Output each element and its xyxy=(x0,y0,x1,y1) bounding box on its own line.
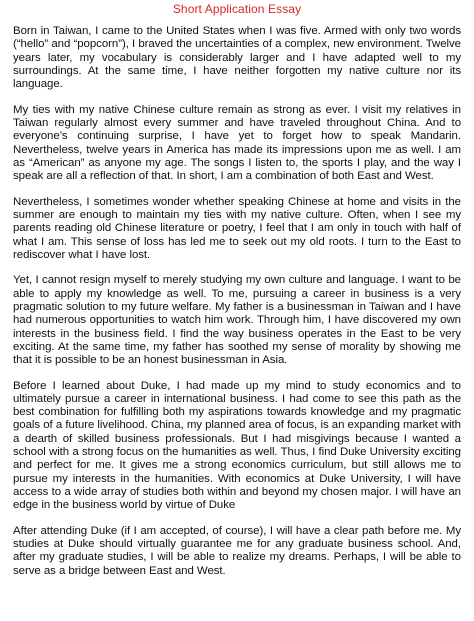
essay-paragraph-3: Nevertheless, I sometimes wonder whether speaking Chinese at home and visits in the summer are enough to maintain my ties with my native culture. Often, when I see my parents reading old Chinese literature or poetry, I feel that I am only in touch with half of what I am. This sense of loss has led me to seek out my old roots. I turn to the East to rediscover what I have lost. xyxy=(13,195,461,261)
page-title: Short Application Essay xyxy=(172,2,302,16)
essay-paragraph-5: Before I learned about Duke, I had made up my mind to study economics and to ultimately pursue a career in international business. I had come to see this path as the best combination for fulfilling both my aspirations towards knowledge and my pragmatic goals of a future livelihood. China, my planned area of focus, is an expanding market with a dearth of skilled business professionals. But I had misgivings because I wanted a school with a strong focus on the humanities as well. Thus, I find Duke University exciting and perfect for me. It gives me a strong economics curriculum, but still allows me to pursue my interests in the humanities. With economics at Duke University, I will have access to a wide array of studies both within and beyond my chosen major. I will have an edge in the business world by virtue of Duke xyxy=(13,379,461,512)
essay-paragraph-1: Born in Taiwan, I came to the United States when I was five. Armed with only two words (“hello” and “popcorn”), I braved the uncertainties of a complex, new environment. Twelve years later, my vocabulary is considerably larger and I have adapted well to my surroundings. At the same time, I have neither forgotten my native culture nor its language. xyxy=(13,25,461,91)
essay-paragraph-4: Yet, I cannot resign myself to merely studying my own culture and language. I want to be able to apply my knowledge as well. To me, pursuing a career in business is a very pragmatic solution to my future welfare. My father is a businessman in Taiwan and I have had numerous opportunities to watch him work. Through him, I have discovered my own interests in the business field. I find the way business operates in the East to be very exciting. At the same time, my father has soothed my sense of morality by showing me that it is possible to be an honest businessman in Asia. xyxy=(13,274,461,367)
essay-page xyxy=(13,0,461,590)
essay-paragraph-6: After attending Duke (if I am accepted, of course), I will have a clear path before me. My studies at Duke should virtually guarantee me for any graduate business school. And, after my graduate studies, I will be able to realize my dreams. Perhaps, I will be able to serve as a bridge between East and West. xyxy=(13,524,461,577)
essay-paragraph-2: My ties with my native Chinese culture remain as strong as ever. I visit my relatives in Taiwan regularly almost every summer and have traveled throughout China. And to everyone’s continuing surprise, I have yet to forget how to speak Mandarin. Nevertheless, twelve years in America has made its impressions upon me as well. I am as “American” as anyone my age. The songs I listen to, the sports I play, and the way I speak are all a reflection of that. In short, I am a combination of both East and West. xyxy=(13,103,461,183)
